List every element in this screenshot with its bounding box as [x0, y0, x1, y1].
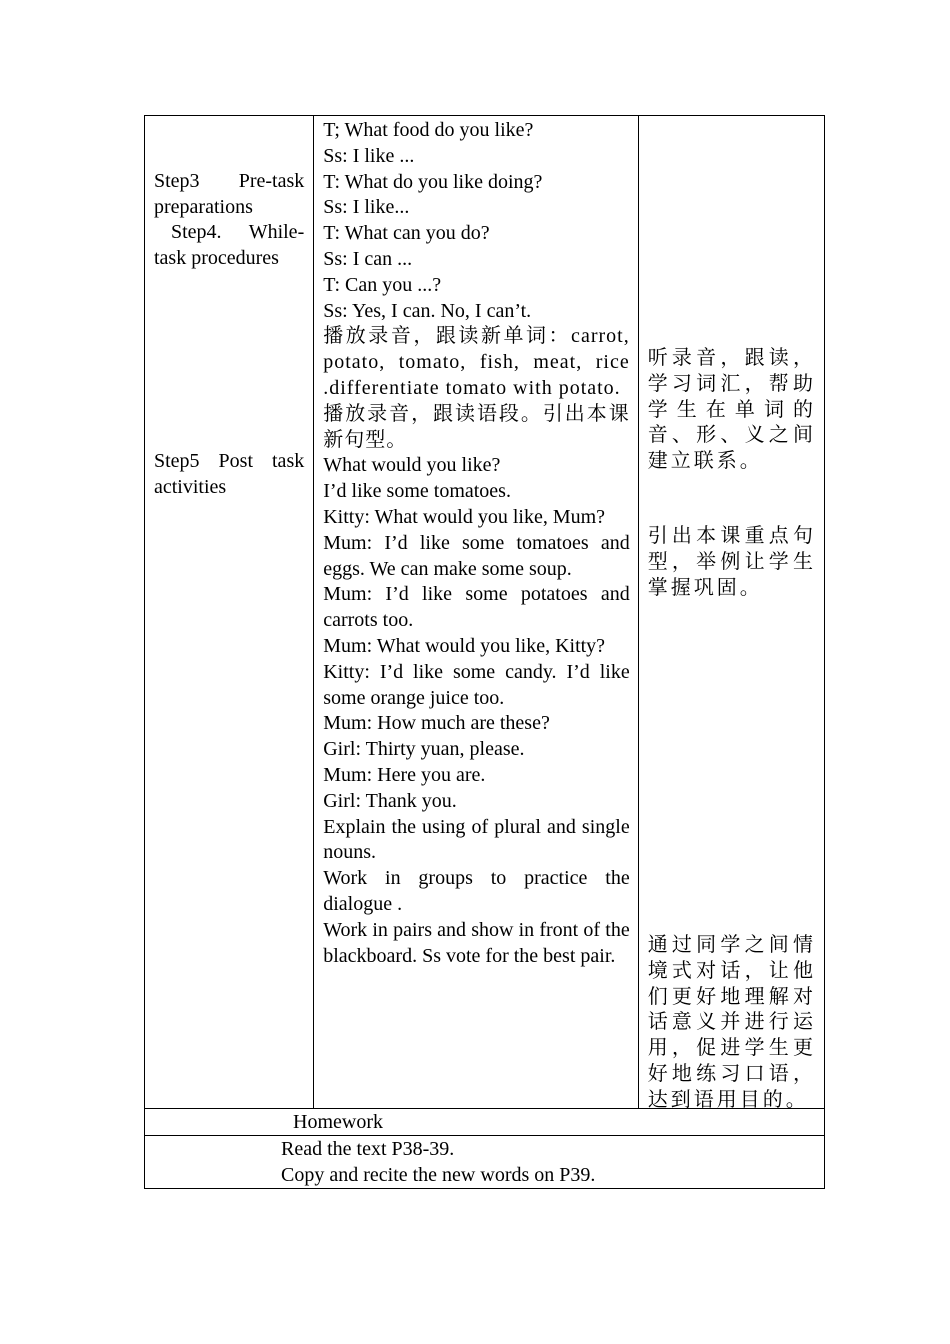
- procedure-line: Ss: I can ...: [323, 247, 413, 270]
- procedure-line: Girl: Thirty yuan, please.: [323, 738, 525, 761]
- procedure-line: Kitty: I’d like some candy. I’d like some orange juice too.: [323, 660, 630, 709]
- procedure-line: Ss: I like ...: [323, 144, 415, 167]
- purpose-note: 引出本课重点句型，举例让学生掌握巩固。: [647, 525, 816, 599]
- procedure-line: What would you like?: [323, 454, 501, 477]
- procedure-line: Mum: What would you like, Kitty?: [323, 634, 606, 657]
- procedure-line: T; What food do you like?: [323, 119, 534, 141]
- homework-title: Homework: [293, 1111, 383, 1133]
- procedure-column: [314, 116, 638, 1109]
- homework-body-row: [145, 1136, 825, 1189]
- procedure-line: Ss: I like...: [323, 196, 410, 219]
- procedure-line: T: What do you like doing?: [323, 170, 543, 193]
- procedure-line: Work in groups to practice the dialogue .: [323, 867, 630, 915]
- lesson-plan-table: [144, 115, 825, 1189]
- procedure-line: Mum: I’d like some potatoes and carrots too.: [323, 583, 630, 632]
- procedure-line: T: What can you do?: [323, 222, 490, 245]
- step4-label: Step4. While-task procedures: [154, 221, 305, 269]
- procedure-line: T: Can you ...?: [323, 273, 442, 296]
- step-column: [145, 116, 314, 1109]
- procedure-line: Kitty: What would you like, Mum?: [323, 505, 606, 528]
- procedure-line: Mum: How much are these?: [323, 712, 550, 735]
- homework-item: Copy and recite the new words on P39.: [281, 1164, 596, 1186]
- procedure-list: [314, 116, 637, 1108]
- procedure-line: Mum: I’d like some tomatoes and eggs. We can make some soup.: [323, 531, 630, 580]
- procedure-line: 播放录音，跟读语段。引出本课新句型。: [323, 402, 630, 451]
- purpose-note: 听录音，跟读，学习词汇，帮助学生在单词的音、形、义之间建立联系。: [647, 347, 816, 473]
- procedure-line: Explain the using of plural and single nouns.: [323, 815, 630, 864]
- procedure-line: Girl: Thank you.: [323, 789, 457, 812]
- procedure-line: Work in pairs and show in front of the blackboard. Ss vote for the best pair.: [323, 918, 630, 967]
- lesson-steps-row: [145, 116, 825, 1109]
- purpose-column: [638, 116, 824, 1109]
- procedure-line: Ss: Yes, I can. No, I can’t.: [323, 299, 532, 322]
- procedure-line: I’d like some tomatoes.: [323, 480, 511, 503]
- homework-title-row: [145, 1109, 825, 1136]
- homework-title-cell: [145, 1109, 825, 1136]
- purpose-note: 通过同学之间情境式对话，让他们更好地理解对话意义并进行运用，促进学生更好地练习口语，达到语用目的。: [647, 934, 816, 1111]
- procedure-line: Mum: Here you are.: [323, 763, 486, 786]
- step5-label: Step5 Post task activities: [154, 450, 305, 498]
- step3-label: Step3 Pre-task preparations: [154, 170, 305, 218]
- homework-item: Read the text P38-39.: [281, 1138, 455, 1160]
- homework-body-cell: [145, 1136, 825, 1189]
- procedure-line: 播放录音，跟读新单词：carrot, potato, tomato, fish, meat, rice .differentiate tomato with potato.: [323, 325, 630, 399]
